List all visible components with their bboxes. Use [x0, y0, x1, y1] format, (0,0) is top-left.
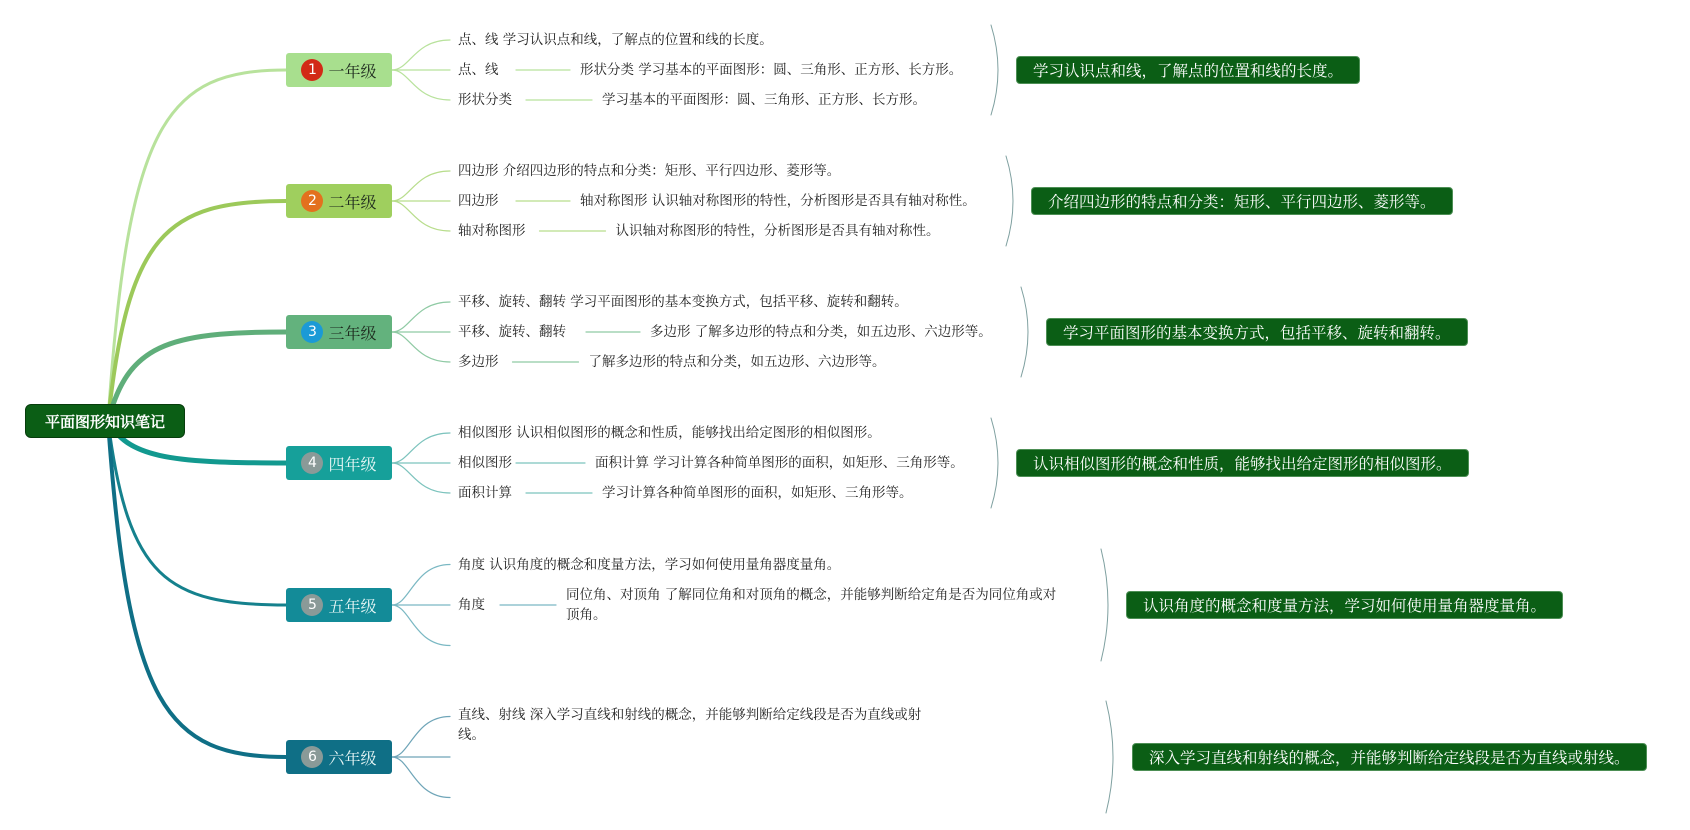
sub-link-2-3: [392, 201, 450, 231]
item-title: 相似图形: [458, 425, 512, 441]
grade-node-4[interactable]: [286, 446, 392, 480]
item-title: 角度: [458, 556, 485, 573]
item-row: [458, 555, 840, 575]
child-title: 面积计算: [595, 455, 649, 471]
child-desc: 了解同位角和对顶角的概念，并能够判断给定角是否为同位角或对顶角。: [566, 587, 1057, 623]
item-desc: 介绍四边形的特点和分类：矩形、平行四边形、菱形等。: [502, 163, 841, 179]
sub-link-1-3: [392, 70, 450, 100]
summary-bracket-2: [1006, 156, 1013, 246]
root-topic[interactable]: [25, 404, 185, 438]
child-title: 多边形: [650, 324, 691, 340]
item-row: [458, 705, 938, 745]
grade-node-2[interactable]: [286, 184, 392, 218]
grade-number-badge: 2: [301, 190, 323, 212]
child-title: 轴对称图形: [580, 193, 648, 209]
child-desc: 了解多边形的特点和分类，如五边形、六边形等。: [694, 324, 992, 340]
item-title: 直线、射线: [458, 706, 526, 723]
item-desc: 深入学习直线和射线的概念，并能够判断给定线段是否为直线或射线。: [458, 706, 922, 743]
grade-number-badge: 6: [301, 746, 323, 768]
item-title: 平移、旋转、翻转: [458, 294, 566, 310]
grade-label: 六年级: [328, 748, 377, 768]
item-title: 相似图形: [458, 455, 512, 471]
grade-label: 二年级: [328, 192, 377, 212]
item-row: [458, 30, 773, 50]
summary-bracket-6: [1106, 701, 1113, 813]
item-title: 四边形: [458, 193, 499, 209]
item-desc: 认识相似图形的概念和性质，能够找出给定图形的相似图形。: [516, 425, 881, 441]
sub-link-4-1: [392, 433, 450, 463]
summary-box-6[interactable]: 深入学习直线和射线的概念，并能够判断给定线段是否为直线或射线。: [1132, 743, 1647, 771]
summary-bracket-3: [1021, 287, 1028, 377]
item-title: 点、线: [458, 32, 499, 48]
item-title: 平移、旋转、翻转: [458, 324, 566, 340]
root-link-6: [108, 421, 286, 757]
item-row: [458, 161, 840, 181]
item-desc: 学习认识点和线，了解点的位置和线的长度。: [502, 32, 773, 48]
summary-box-1[interactable]: 学习认识点和线，了解点的位置和线的长度。: [1016, 56, 1360, 84]
summary-bracket-4: [991, 418, 998, 508]
item-desc: 学习平面图形的基本变换方式，包括平移、旋转和翻转。: [570, 294, 908, 310]
item-title: 形状分类: [458, 92, 512, 108]
grade-node-5[interactable]: [286, 588, 392, 622]
child-desc: 学习基本的平面图形：圆、三角形、正方形、长方形。: [638, 62, 963, 78]
item-desc: 认识角度的概念和度量方法，学习如何使用量角器度量角。: [489, 556, 841, 573]
grade-number-badge: 3: [301, 321, 323, 343]
item-title: 点、线: [458, 62, 499, 78]
grade-label: 三年级: [328, 323, 377, 343]
grade-label: 四年级: [328, 454, 377, 474]
item-desc: 学习计算各种简单图形的面积，如矩形、三角形等。: [602, 485, 913, 501]
item-row: [458, 423, 881, 443]
item-title: 轴对称图形: [458, 223, 526, 239]
sub-link-4-3: [392, 463, 450, 493]
summary-bracket-5: [1101, 549, 1108, 661]
grade-node-6[interactable]: [286, 740, 392, 774]
child-title: 形状分类: [580, 62, 634, 78]
grade-number-badge: 4: [301, 452, 323, 474]
child-row: [650, 322, 992, 342]
child-row: [580, 60, 962, 80]
sub-link-5-3: [392, 605, 450, 646]
sub-link-3-1: [392, 302, 450, 332]
sub-link-3-3: [392, 332, 450, 362]
summary-box-3[interactable]: 学习平面图形的基本变换方式，包括平移、旋转和翻转。: [1046, 318, 1468, 346]
item-desc: 了解多边形的特点和分类，如五边形、六边形等。: [588, 354, 886, 370]
item-desc: 认识轴对称图形的特性，分析图形是否具有轴对称性。: [615, 223, 940, 239]
root-link-2: [108, 201, 286, 421]
sub-link-6-3: [392, 757, 450, 798]
item-title: 角度: [458, 597, 485, 613]
grade-number-badge: 5: [301, 594, 323, 616]
connector-links: [108, 25, 1113, 813]
sub-link-2-1: [392, 171, 450, 201]
child-desc: 认识轴对称图形的特性，分析图形是否具有轴对称性。: [651, 193, 976, 209]
child-title: 同位角、对顶角: [566, 587, 661, 603]
summary-box-5[interactable]: 认识角度的概念和度量方法，学习如何使用量角器度量角。: [1126, 591, 1563, 619]
sub-link-1-1: [392, 40, 450, 70]
grade-label: 五年级: [328, 596, 377, 616]
item-row: [458, 292, 908, 312]
grade-number-badge: 1: [301, 59, 323, 81]
summary-bracket-1: [991, 25, 998, 115]
child-row: [595, 453, 964, 473]
grade-label: 一年级: [328, 61, 377, 81]
sub-link-5-1: [392, 565, 450, 606]
child-row: [566, 585, 1066, 625]
item-title: 多边形: [458, 354, 499, 370]
item-desc: 学习基本的平面图形：圆、三角形、正方形、长方形。: [602, 92, 926, 108]
item-title: 面积计算: [458, 485, 512, 501]
root-topic-label: 平面图形知识笔记: [44, 412, 165, 431]
item-title: 四边形: [458, 163, 499, 179]
child-row: [580, 191, 976, 211]
sub-link-6-1: [392, 717, 450, 758]
grade-node-3[interactable]: [286, 315, 392, 349]
summary-box-2[interactable]: 介绍四边形的特点和分类：矩形、平行四边形、菱形等。: [1031, 187, 1453, 215]
summary-box-4[interactable]: 认识相似图形的概念和性质，能够找出给定图形的相似图形。: [1016, 449, 1469, 477]
grade-node-1[interactable]: [286, 53, 392, 87]
child-desc: 学习计算各种简单图形的面积，如矩形、三角形等。: [653, 455, 964, 471]
